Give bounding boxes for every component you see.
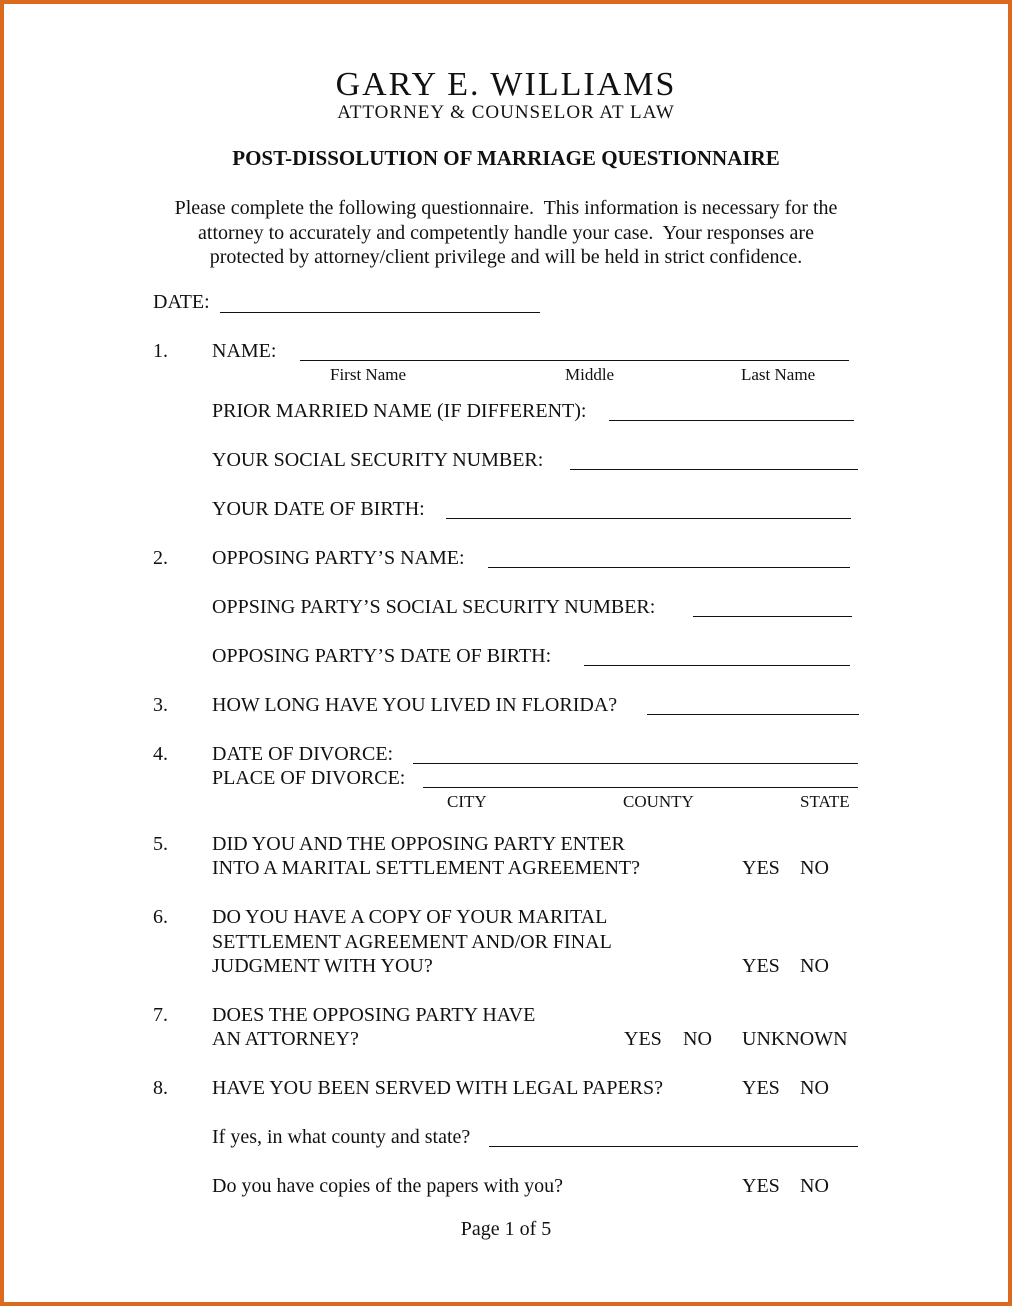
- q1-name-label: NAME:: [212, 340, 277, 362]
- first-name-caption: First Name: [330, 365, 407, 384]
- opposing-dob-label: OPPOSING PARTY’S DATE OF BIRTH:: [212, 645, 552, 667]
- q8-yes-option[interactable]: YES: [742, 1077, 780, 1099]
- page-number: Page 1 of 5: [460, 1218, 552, 1240]
- q6-line-1: DO YOU HAVE A COPY OF YOUR MARITAL: [212, 906, 608, 928]
- name-field[interactable]: [300, 360, 849, 361]
- q5-yes-option[interactable]: YES: [742, 857, 780, 879]
- q8-number: 8.: [153, 1077, 168, 1099]
- divorce-place-label: PLACE OF DIVORCE:: [212, 767, 406, 789]
- q7-unknown-option[interactable]: UNKNOWN: [742, 1028, 848, 1050]
- q7-number: 7.: [153, 1004, 168, 1026]
- county-state-label: If yes, in what county and state?: [212, 1126, 471, 1148]
- q5-no-option[interactable]: NO: [800, 857, 829, 879]
- florida-residency-field[interactable]: [647, 714, 859, 715]
- q7-no-option[interactable]: NO: [683, 1028, 712, 1050]
- county-caption: COUNTY: [623, 792, 694, 811]
- intro-line-2: attorney to accurately and competently handle your case. Your responses are: [198, 221, 814, 244]
- divorce-date-label: DATE OF DIVORCE:: [212, 743, 394, 765]
- intro-line-3: protected by attorney/client privilege and will be held in strict confidence.: [209, 246, 803, 268]
- opposing-dob-field[interactable]: [584, 665, 850, 666]
- q8-no-option[interactable]: NO: [800, 1077, 829, 1099]
- copies-label: Do you have copies of the papers with you?: [212, 1175, 564, 1197]
- q4-number: 4.: [153, 743, 168, 765]
- divorce-place-field[interactable]: [423, 787, 858, 788]
- opposing-ssn-label: OPPSING PARTY’S SOCIAL SECURITY NUMBER:: [212, 596, 656, 618]
- dob-field[interactable]: [446, 518, 851, 519]
- prior-name-field[interactable]: [609, 420, 854, 421]
- q6-number: 6.: [153, 906, 168, 928]
- q3-number: 3.: [153, 694, 168, 716]
- florida-residency-label: HOW LONG HAVE YOU LIVED IN FLORIDA?: [212, 694, 618, 716]
- document-title: POST-DISSOLUTION OF MARRIAGE QUESTIONNAIRE: [232, 146, 780, 170]
- firm-subtitle: ATTORNEY & COUNSELOR AT LAW: [337, 102, 675, 123]
- opposing-name-field[interactable]: [488, 567, 850, 568]
- served-papers-label: HAVE YOU BEEN SERVED WITH LEGAL PAPERS?: [212, 1077, 663, 1099]
- intro-line-1: Please complete the following questionnaire. This information is necessary for the: [174, 197, 838, 219]
- opposing-name-label: OPPOSING PARTY’S NAME:: [212, 547, 465, 569]
- ssn-label: YOUR SOCIAL SECURITY NUMBER:: [212, 449, 544, 471]
- q5-number: 5.: [153, 833, 168, 855]
- q7-yes-option[interactable]: YES: [624, 1028, 662, 1050]
- firm-name: GARY E. WILLIAMS: [335, 66, 677, 103]
- copies-yes-option[interactable]: YES: [742, 1175, 780, 1197]
- copies-no-option[interactable]: NO: [800, 1175, 829, 1197]
- middle-name-caption: Middle: [565, 365, 615, 384]
- q7-line-1: DOES THE OPPOSING PARTY HAVE: [212, 1004, 536, 1026]
- state-caption: STATE: [800, 792, 850, 811]
- q6-line-2: SETTLEMENT AGREEMENT AND/OR FINAL: [212, 931, 612, 953]
- q2-number: 2.: [153, 547, 168, 569]
- q5-line-2: INTO A MARITAL SETTLEMENT AGREEMENT?: [212, 857, 640, 879]
- q7-line-2: AN ATTORNEY?: [212, 1028, 359, 1050]
- q5-line-1: DID YOU AND THE OPPOSING PARTY ENTER: [212, 833, 625, 855]
- opposing-ssn-field[interactable]: [693, 616, 852, 617]
- q1-number: 1.: [153, 340, 168, 362]
- prior-name-label: PRIOR MARRIED NAME (IF DIFFERENT):: [212, 400, 587, 422]
- q6-yes-option[interactable]: YES: [742, 955, 780, 977]
- dob-label: YOUR DATE OF BIRTH:: [212, 498, 425, 520]
- date-field[interactable]: [220, 312, 540, 313]
- date-label: DATE:: [153, 291, 210, 313]
- ssn-field[interactable]: [570, 469, 858, 470]
- q6-no-option[interactable]: NO: [800, 955, 829, 977]
- county-state-field[interactable]: [489, 1146, 858, 1147]
- q6-line-3: JUDGMENT WITH YOU?: [212, 955, 433, 977]
- divorce-date-field[interactable]: [413, 763, 858, 764]
- last-name-caption: Last Name: [741, 365, 816, 384]
- city-caption: CITY: [447, 792, 487, 811]
- intro-paragraph: [0, 196, 1012, 270]
